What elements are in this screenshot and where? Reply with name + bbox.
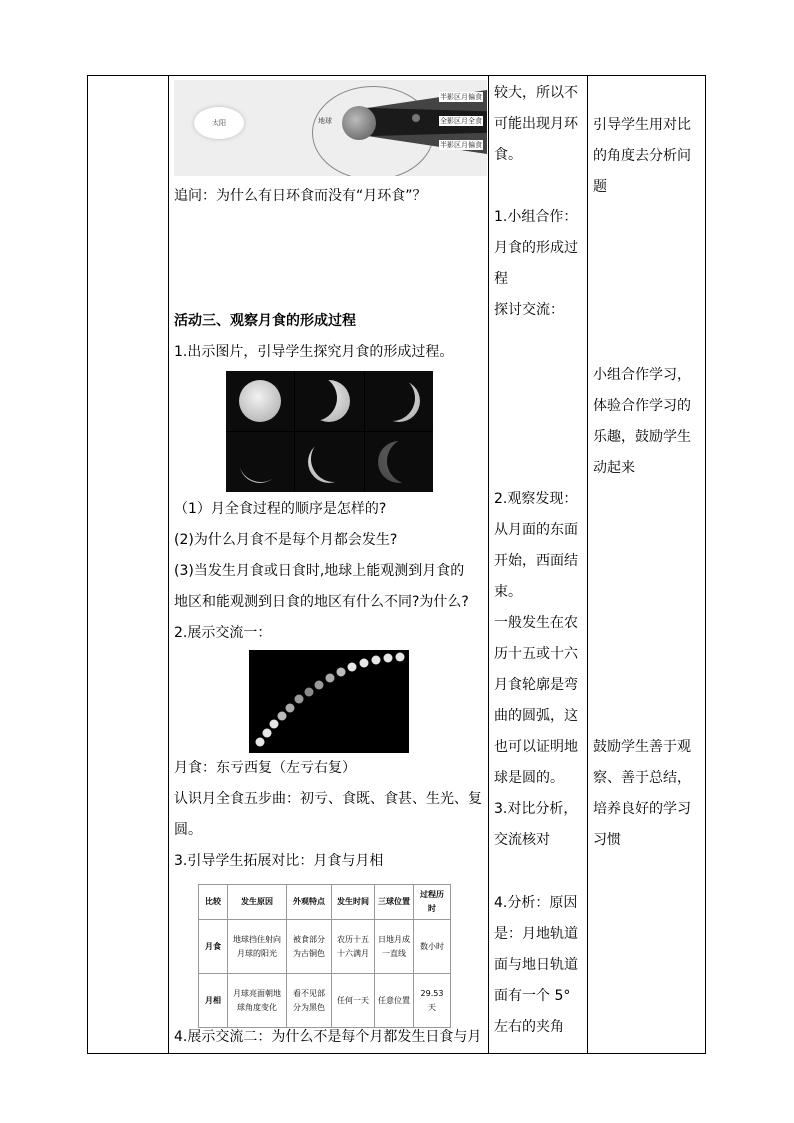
student-line: 左右的夹角 <box>494 1019 564 1035</box>
student-line: 曲的圆弧，这 <box>494 708 578 724</box>
step-text: 4.展示交流二：为什么不是每个月都发生日食与月 <box>174 1029 482 1045</box>
intent-line: 察、善于总结， <box>593 770 691 786</box>
earth-label: 地球 <box>318 117 332 125</box>
five-steps: 认识月全食五步曲：初亏、食既、食甚、生光、复 <box>174 791 482 807</box>
main-content-bottom <box>174 1022 481 1053</box>
intent-line: 小组合作学习， <box>593 367 691 383</box>
question-3-cont: 地区和能观测到日食的地区有什么不同?为什么? <box>174 594 469 610</box>
student-line: 面与地日轨道 <box>494 957 578 973</box>
intent-line: 的角度去分析问 <box>593 148 691 164</box>
question-3: (3)当发生月食或日食时,地球上能观测到月食的 <box>174 563 465 579</box>
main-content-lower <box>174 753 482 877</box>
intent-line: 习惯 <box>593 832 621 848</box>
student-line: 交流核对 <box>494 832 550 848</box>
student-line: 探讨交流： <box>494 302 564 318</box>
table-cell: 地球挡住射向月球的阳光 <box>228 920 287 974</box>
table-header-row <box>199 885 451 920</box>
column-divider <box>587 76 588 1053</box>
student-line: 程 <box>494 271 508 287</box>
table-cell: 任意位置 <box>375 974 414 1028</box>
student-line: 1.小组合作： <box>494 209 578 225</box>
student-line: 开始，西面结 <box>494 553 578 569</box>
main-content-top <box>174 181 427 212</box>
student-line: 一般发生在农 <box>494 615 578 631</box>
lunar-eclipse-photo-grid <box>226 371 433 492</box>
table-header: 发生时间 <box>332 885 375 920</box>
student-line: 面有一个 5° <box>494 988 571 1004</box>
student-line: 3.对比分析， <box>494 801 578 817</box>
moon-photo <box>295 371 363 431</box>
five-steps-cont: 圆。 <box>174 822 202 838</box>
student-line: 历十五或十六 <box>494 646 578 662</box>
moon-photo <box>365 432 433 492</box>
student-line: 也可以证明地 <box>494 739 578 755</box>
student-line: 2.观察发现： <box>494 491 578 507</box>
intent-line: 培养良好的学习 <box>593 801 691 817</box>
table-row <box>199 974 451 1028</box>
question-2: (2)为什么月食不是每个月都会发生? <box>174 532 398 548</box>
diagram-label: 半影区月偏食 <box>440 141 482 149</box>
moon-dot <box>412 114 420 122</box>
question-1: （1）月全食过程的顺序是怎样的? <box>174 501 387 517</box>
table-cell: 任何一天 <box>332 974 375 1028</box>
eclipse-sequence-photo <box>249 650 409 753</box>
main-content-questions <box>174 494 469 649</box>
student-line: 4.分析：原因 <box>494 895 578 911</box>
table-header: 发生原因 <box>228 885 287 920</box>
table-cell: 29.53天 <box>414 974 451 1028</box>
step-text: 2.展示交流一： <box>174 625 272 641</box>
student-line: 可能出现月环 <box>494 116 578 132</box>
intent-line: 鼓励学生善于观 <box>593 739 691 755</box>
step-text: 3.引导学生拓展对比：月食与月相 <box>174 853 384 869</box>
intent-line: 引导学生用对比 <box>593 117 691 133</box>
table-header: 外观特点 <box>287 885 332 920</box>
eclipse-sequence-svg <box>249 650 409 753</box>
intent-line: 体验合作学习的 <box>593 398 691 414</box>
step-text: 1.出示图片，引导学生探究月食的形成过程。 <box>174 344 454 360</box>
design-intent-3 <box>593 732 691 856</box>
student-line <box>494 171 578 202</box>
student-line: 从月面的东面 <box>494 522 578 538</box>
lesson-table <box>87 75 706 1054</box>
lunar-note: 月食：东亏西复（左亏右复） <box>174 760 356 776</box>
diagram-label: 全影区月全食 <box>440 117 482 125</box>
main-content-activity <box>174 306 453 368</box>
moon-photo <box>365 371 433 431</box>
table-cell: 被食部分为古铜色 <box>287 920 332 974</box>
student-line: 较大，所以不 <box>494 85 578 101</box>
follow-up-question: 追问：为什么有日环食而没有“月环食”？ <box>174 188 427 204</box>
comparison-table <box>198 884 451 1028</box>
student-activity-column-2 <box>494 484 578 856</box>
student-line: 食。 <box>494 147 522 163</box>
student-activity-column <box>494 78 578 326</box>
table-cell: 月球亮面朝地球角度变化 <box>228 974 287 1028</box>
activity-title: 活动三、观察月食的形成过程 <box>174 313 356 329</box>
moon-photo <box>226 432 294 492</box>
student-line: 月食的形成过 <box>494 240 578 256</box>
table-cell: 月食 <box>199 920 228 974</box>
intent-line: 题 <box>593 179 607 195</box>
sun-shape: 太阳 <box>194 107 244 139</box>
student-line: 束。 <box>494 584 522 600</box>
student-activity-column-3 <box>494 888 578 1043</box>
table-row <box>199 920 451 974</box>
table-cell: 月相 <box>199 974 228 1028</box>
student-line: 球是圆的。 <box>494 770 564 786</box>
table-cell: 日地月成一直线 <box>375 920 414 974</box>
table-cell: 看不见部分为黑色 <box>287 974 332 1028</box>
diagram-label: 半影区月偏食 <box>440 93 482 101</box>
moon-photo <box>226 371 294 431</box>
table-header: 三球位置 <box>375 885 414 920</box>
table-cell: 数小时 <box>414 920 451 974</box>
column-divider <box>168 76 169 1053</box>
table-header: 比较 <box>199 885 228 920</box>
student-line: 月食轮廓是弯 <box>494 677 578 693</box>
earth-shape <box>342 106 376 140</box>
design-intent-2 <box>593 360 691 484</box>
student-line: 是：月地轨道 <box>494 926 578 942</box>
table-header: 过程历时 <box>414 885 451 920</box>
design-intent-1 <box>593 110 691 203</box>
table-cell: 农历十五十六满月 <box>332 920 375 974</box>
lunar-eclipse-diagram <box>174 80 487 176</box>
moon-photo <box>295 432 363 492</box>
intent-line: 动起来 <box>593 460 635 476</box>
intent-line: 乐趣，鼓励学生 <box>593 429 691 445</box>
column-divider <box>488 76 489 1053</box>
